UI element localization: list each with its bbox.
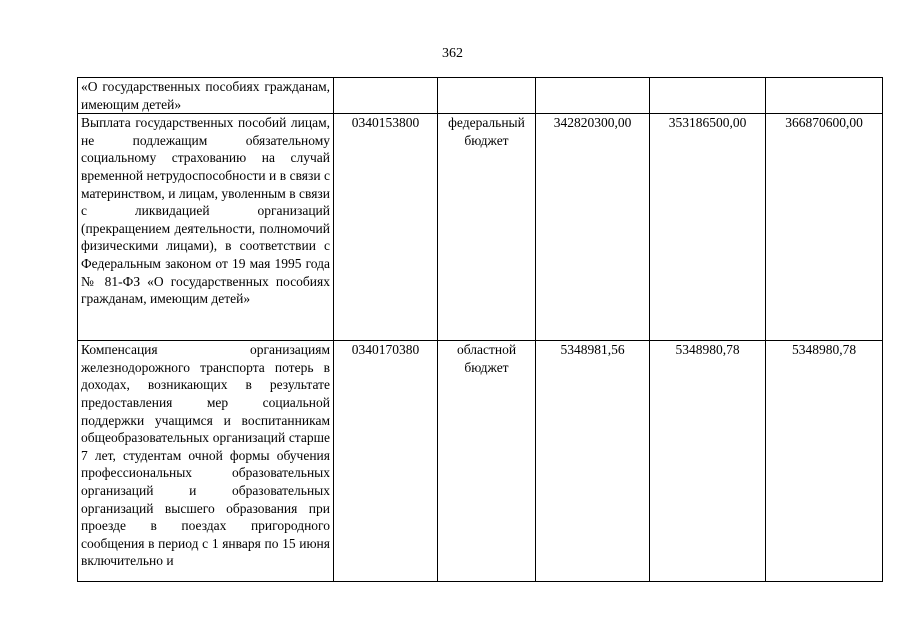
row-code <box>334 78 438 114</box>
row-value-2: 5348980,78 <box>650 341 766 582</box>
row-description: Выплата государственных пособий лицам, не подлежащим обязательному социальному страхованию на случай временной нетрудоспособности и в связи с материнством, и лицам, уволенным в связи с ликвидацией организаций (прекращением деятельности, полномочий физическими лицами), в соответствии с Федеральным законом от 19 мая 1995 года № 81-ФЗ «О государственных пособиях гражданам, имеющим детей» <box>78 114 334 341</box>
row-value-1 <box>536 78 650 114</box>
page-number: 362 <box>442 46 463 61</box>
row-funding-source <box>438 78 536 114</box>
row-funding-source: областной бюджет <box>438 341 536 582</box>
row-code: 0340153800 <box>334 114 438 341</box>
table-row <box>78 78 883 114</box>
row-code: 0340170380 <box>334 341 438 582</box>
row-value-2: 353186500,00 <box>650 114 766 341</box>
row-value-1: 342820300,00 <box>536 114 650 341</box>
row-value-2 <box>650 78 766 114</box>
row-description: Компенсация организациям железнодорожного транспорта потерь в доходах, возникающих в результате предоставления мер социальной поддержки учащимся и воспитанникам общеобразовательных организаций старше 7 лет, студентам очной формы обучения профессиональных образовательных организаций и образовательных организаций высшего образования при проезде в поездах пригородного сообщения в период с 1 января по 15 июня включительно и <box>78 341 334 582</box>
table-row <box>78 341 883 582</box>
row-value-3 <box>766 78 883 114</box>
row-description: «О государственных пособиях гражданам, имеющим детей» <box>78 78 334 114</box>
row-funding-source: федеральный бюджет <box>438 114 536 341</box>
row-value-3: 5348980,78 <box>766 341 883 582</box>
row-value-3: 366870600,00 <box>766 114 883 341</box>
row-value-1: 5348981,56 <box>536 341 650 582</box>
table-row <box>78 114 883 341</box>
budget-table <box>77 77 883 582</box>
